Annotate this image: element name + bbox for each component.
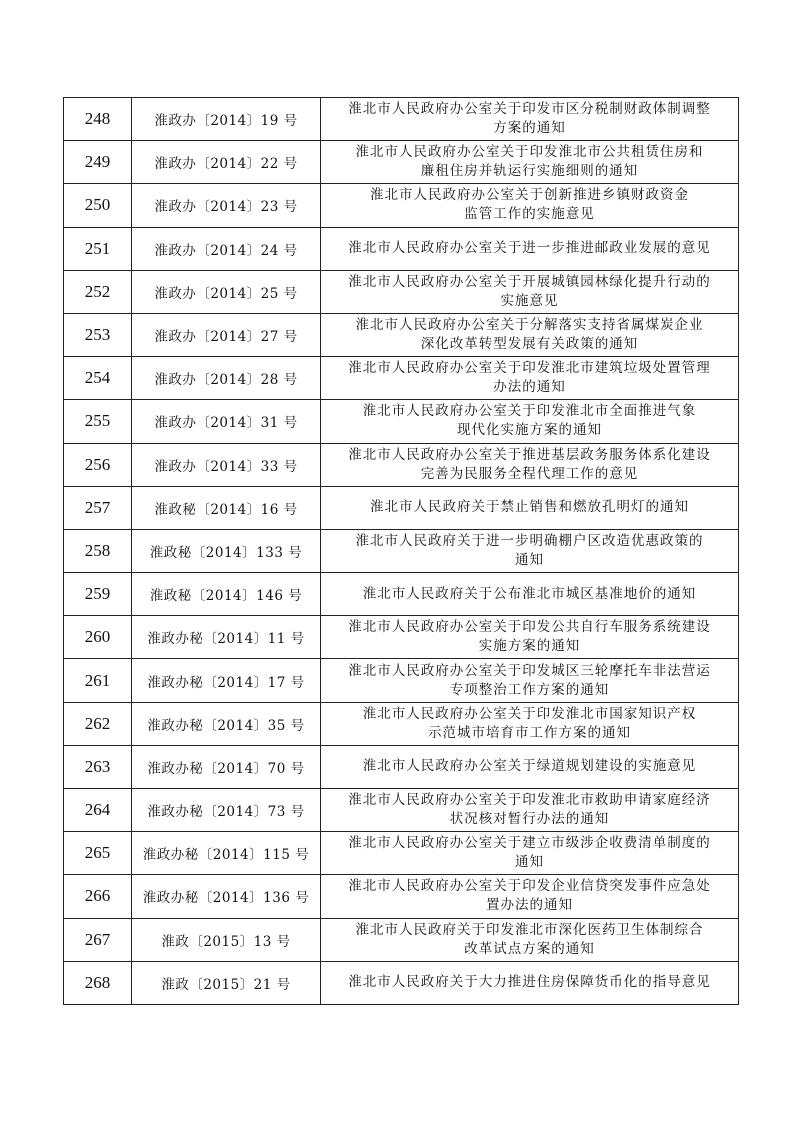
row-number: 263 — [64, 745, 132, 788]
document-title — [321, 270, 739, 313]
document-title-line: 淮北市人民政府办公室关于印发淮北市救助申请家庭经济 — [348, 792, 711, 809]
document-code: 淮政〔2015〕21 号 — [132, 961, 321, 1004]
row-number: 249 — [64, 141, 132, 184]
document-title — [321, 616, 739, 659]
row-number: 264 — [64, 789, 132, 832]
document-code: 淮政办〔2014〕23 号 — [132, 184, 321, 227]
row-number: 248 — [64, 98, 132, 141]
document-title-line: 淮北市人民政府办公室关于印发淮北市全面推进气象 — [362, 403, 697, 420]
row-number: 250 — [64, 184, 132, 227]
document-title — [321, 961, 739, 1004]
document-title-line: 淮北市人民政府办公室关于开展城镇园林绿化提升行动的 — [348, 273, 711, 290]
table-row — [64, 443, 739, 486]
document-code: 淮政办〔2014〕27 号 — [132, 313, 321, 356]
document-code: 淮政办〔2014〕28 号 — [132, 357, 321, 400]
table-row — [64, 313, 739, 356]
document-title-line: 置办法的通知 — [486, 897, 573, 914]
document-title-line: 淮北市人民政府办公室关于分解落实支持省属煤炭企业 — [355, 317, 704, 334]
table-row — [64, 270, 739, 313]
document-title-line: 淮北市人民政府关于大力推进住房保障货币化的指导意见 — [348, 974, 711, 991]
row-number: 261 — [64, 659, 132, 702]
document-title-line: 淮北市人民政府办公室关于创新推进乡镇财政资金 — [370, 187, 689, 204]
document-title — [321, 832, 739, 875]
document-title — [321, 357, 739, 400]
document-title — [321, 227, 739, 270]
table-row — [64, 789, 739, 832]
document-title-line: 监管工作的实施意见 — [464, 206, 595, 223]
document-title-line: 改革试点方案的通知 — [464, 940, 595, 957]
document-code: 淮政办〔2014〕19 号 — [132, 98, 321, 141]
document-title — [321, 702, 739, 745]
document-code: 淮政秘〔2014〕146 号 — [132, 573, 321, 616]
table-row — [64, 357, 739, 400]
document-code: 淮政办〔2014〕25 号 — [132, 270, 321, 313]
table-row — [64, 400, 739, 443]
document-title-line: 通知 — [515, 854, 544, 871]
document-title-line: 淮北市人民政府办公室关于印发淮北市国家知识产权 — [362, 705, 697, 722]
table-row — [64, 573, 739, 616]
table-row — [64, 529, 739, 572]
document-title-line: 实施方案的通知 — [478, 638, 581, 655]
row-number: 256 — [64, 443, 132, 486]
document-title-line: 淮北市人民政府关于禁止销售和燃放孔明灯的通知 — [370, 499, 689, 516]
document-title-line: 淮北市人民政府办公室关于进一步推进邮政业发展的意见 — [348, 240, 711, 257]
document-title-line: 淮北市人民政府关于公布淮北市城区基准地价的通知 — [362, 585, 697, 602]
document-title — [321, 313, 739, 356]
table-body — [64, 98, 739, 1005]
document-title-line: 淮北市人民政府关于印发淮北市深化医药卫生体制综合 — [355, 921, 704, 938]
document-code: 淮政办〔2014〕22 号 — [132, 141, 321, 184]
document-code: 淮政秘〔2014〕16 号 — [132, 486, 321, 529]
row-number: 258 — [64, 529, 132, 572]
row-number: 254 — [64, 357, 132, 400]
table-row — [64, 98, 739, 141]
row-number: 267 — [64, 918, 132, 961]
document-code: 淮政办秘〔2014〕70 号 — [132, 745, 321, 788]
document-title — [321, 573, 739, 616]
table-row — [64, 659, 739, 702]
document-title — [321, 98, 739, 141]
document-title-line: 办法的通知 — [493, 379, 566, 396]
table-row — [64, 486, 739, 529]
document-code: 淮政办秘〔2014〕35 号 — [132, 702, 321, 745]
document-title-line: 淮北市人民政府办公室关于印发城区三轮摩托车非法营运 — [348, 662, 711, 679]
table-row — [64, 227, 739, 270]
document-code: 淮政办秘〔2014〕136 号 — [132, 875, 321, 918]
document-title — [321, 789, 739, 832]
document-title-line: 淮北市人民政府办公室关于建立市级涉企收费清单制度的 — [348, 835, 711, 852]
document-title-line: 深化改革转型发展有关政策的通知 — [420, 336, 639, 353]
table-row — [64, 961, 739, 1004]
table-row — [64, 141, 739, 184]
document-title-line: 方案的通知 — [493, 120, 566, 137]
table-row — [64, 616, 739, 659]
row-number: 251 — [64, 227, 132, 270]
table-row — [64, 184, 739, 227]
document-title-line: 廉租住房并轨运行实施细则的通知 — [420, 163, 639, 180]
document-title-line: 实施意见 — [500, 292, 559, 309]
document-title-line: 专项整治工作方案的通知 — [449, 681, 610, 698]
document-title-line: 完善为民服务全程代理工作的意见 — [420, 465, 639, 482]
document-title-line: 淮北市人民政府办公室关于印发公共自行车服务系统建设 — [348, 619, 711, 636]
document-title — [321, 875, 739, 918]
row-number: 265 — [64, 832, 132, 875]
document-title-line: 淮北市人民政府办公室关于印发淮北市建筑垃圾处置管理 — [348, 360, 711, 377]
table-row — [64, 875, 739, 918]
document-title — [321, 529, 739, 572]
document-code: 淮政秘〔2014〕133 号 — [132, 529, 321, 572]
document-code: 淮政〔2015〕13 号 — [132, 918, 321, 961]
document-title-line: 现代化实施方案的通知 — [457, 422, 602, 439]
row-number: 262 — [64, 702, 132, 745]
document-title — [321, 443, 739, 486]
document-code: 淮政办秘〔2014〕17 号 — [132, 659, 321, 702]
document-title — [321, 486, 739, 529]
table-row — [64, 918, 739, 961]
row-number: 268 — [64, 961, 132, 1004]
document-title — [321, 659, 739, 702]
document-title — [321, 745, 739, 788]
document-title-line: 淮北市人民政府办公室关于绿道规划建设的实施意见 — [362, 758, 697, 775]
document-code: 淮政办〔2014〕31 号 — [132, 400, 321, 443]
row-number: 255 — [64, 400, 132, 443]
table-row — [64, 702, 739, 745]
document-index-table — [63, 97, 739, 1005]
row-number: 259 — [64, 573, 132, 616]
row-number: 266 — [64, 875, 132, 918]
row-number: 253 — [64, 313, 132, 356]
document-title-line: 状况核对暂行办法的通知 — [449, 811, 610, 828]
document-title — [321, 141, 739, 184]
document-title — [321, 918, 739, 961]
document-title — [321, 184, 739, 227]
document-title-line: 淮北市人民政府办公室关于印发市区分税制财政体制调整 — [348, 101, 711, 118]
document-code: 淮政办秘〔2014〕73 号 — [132, 789, 321, 832]
row-number: 257 — [64, 486, 132, 529]
row-number: 252 — [64, 270, 132, 313]
table-row — [64, 832, 739, 875]
document-code: 淮政办〔2014〕24 号 — [132, 227, 321, 270]
document-code: 淮政办〔2014〕33 号 — [132, 443, 321, 486]
document-title-line: 淮北市人民政府办公室关于印发淮北市公共租赁住房和 — [355, 144, 704, 161]
document-title-line: 淮北市人民政府关于进一步明确棚户区改造优惠政策的 — [355, 532, 704, 549]
document-title — [321, 400, 739, 443]
document-title-line: 示范城市培育市工作方案的通知 — [428, 724, 631, 741]
document-title-line: 淮北市人民政府办公室关于推进基层政务服务体系化建设 — [348, 446, 711, 463]
table-row — [64, 745, 739, 788]
document-title-line: 通知 — [515, 551, 544, 568]
document-code: 淮政办秘〔2014〕115 号 — [132, 832, 321, 875]
document-title-line: 淮北市人民政府办公室关于印发企业信贷突发事件应急处 — [348, 878, 711, 895]
document-code: 淮政办秘〔2014〕11 号 — [132, 616, 321, 659]
row-number: 260 — [64, 616, 132, 659]
